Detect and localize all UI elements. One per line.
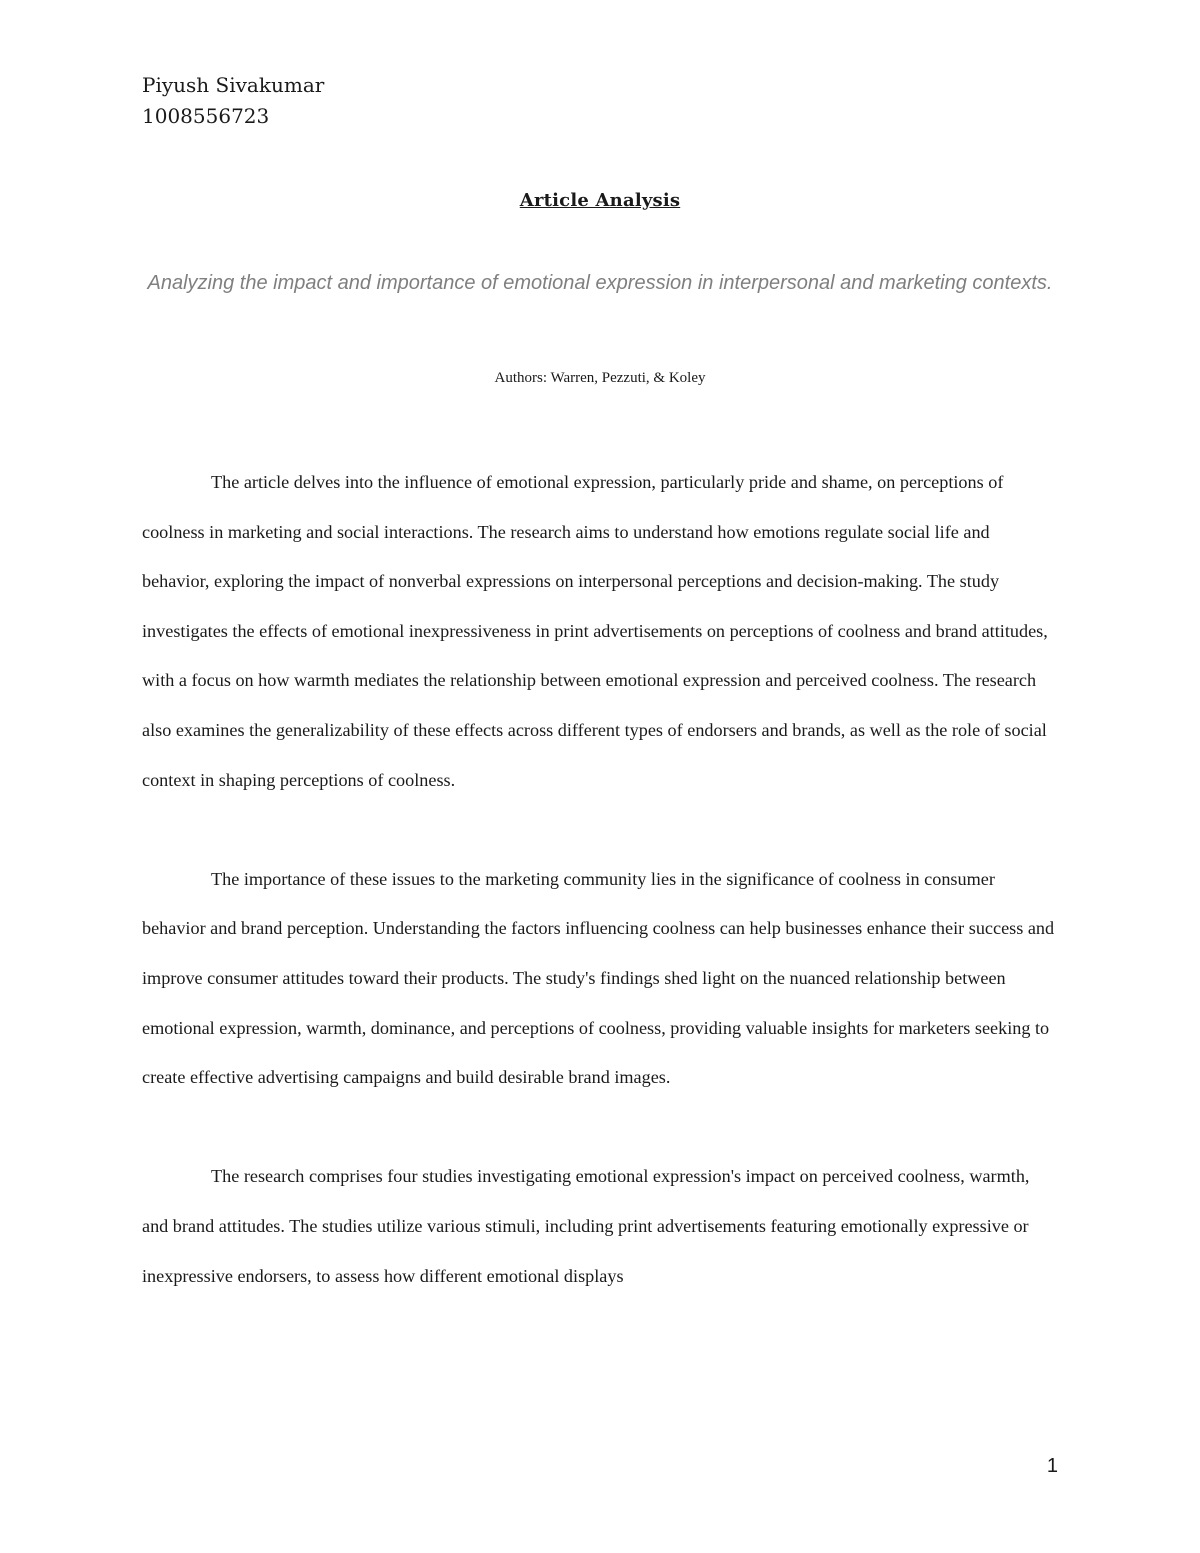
author-header xyxy=(142,70,324,132)
document-title: Article Analysis xyxy=(519,190,681,211)
paragraph: The article delves into the influence of emotional expression, particularly pride and shame, on perceptions of coolness in marketing and social interactions. The research aims to understand how emotions regulate social life and behavior, exploring the impact of nonverbal expressions on interpersonal perceptions and decision-making. The study investigates the effects of emotional inexpressiveness in print advertisements on perceptions of coolness and brand attitudes, with a focus on how warmth mediates the relationship between emotional expression and perceived coolness. The research also examines the generalizability of these effects across different types of endorsers and brands, as well as the role of social context in shaping perceptions of coolness. xyxy=(142,472,1048,790)
student-id: 1008556723 xyxy=(142,104,270,128)
paragraph: The importance of these issues to the marketing community lies in the significance of coolness in consumer behavior and brand perception. Understanding the factors influencing coolness can help businesses enhance their success and improve consumer attitudes toward their products. The study's findings shed light on the nuanced relationship between emotional expression, warmth, dominance, and perceptions of coolness, providing valuable insights for marketers seeking to create effective advertising campaigns and build desirable brand images. xyxy=(142,868,1055,1088)
paragraph: The research comprises four studies investigating emotional expression's impact on perceived coolness, warmth, and brand attitudes. The studies utilize various stimuli, including print advertisements featuring emotionally expressive or inexpressive endorsers, to assess how different emotional displays xyxy=(142,1166,1030,1286)
document-subtitle: Analyzing the impact and importance of emotional expression in interpersonal and marketing contexts. xyxy=(147,272,1053,294)
author-name: Piyush Sivakumar xyxy=(142,73,325,97)
article-authors: Authors: Warren, Pezzuti, & Koley xyxy=(494,370,706,386)
body-text xyxy=(142,458,1060,1351)
page-number: 1 xyxy=(1046,1455,1058,1477)
